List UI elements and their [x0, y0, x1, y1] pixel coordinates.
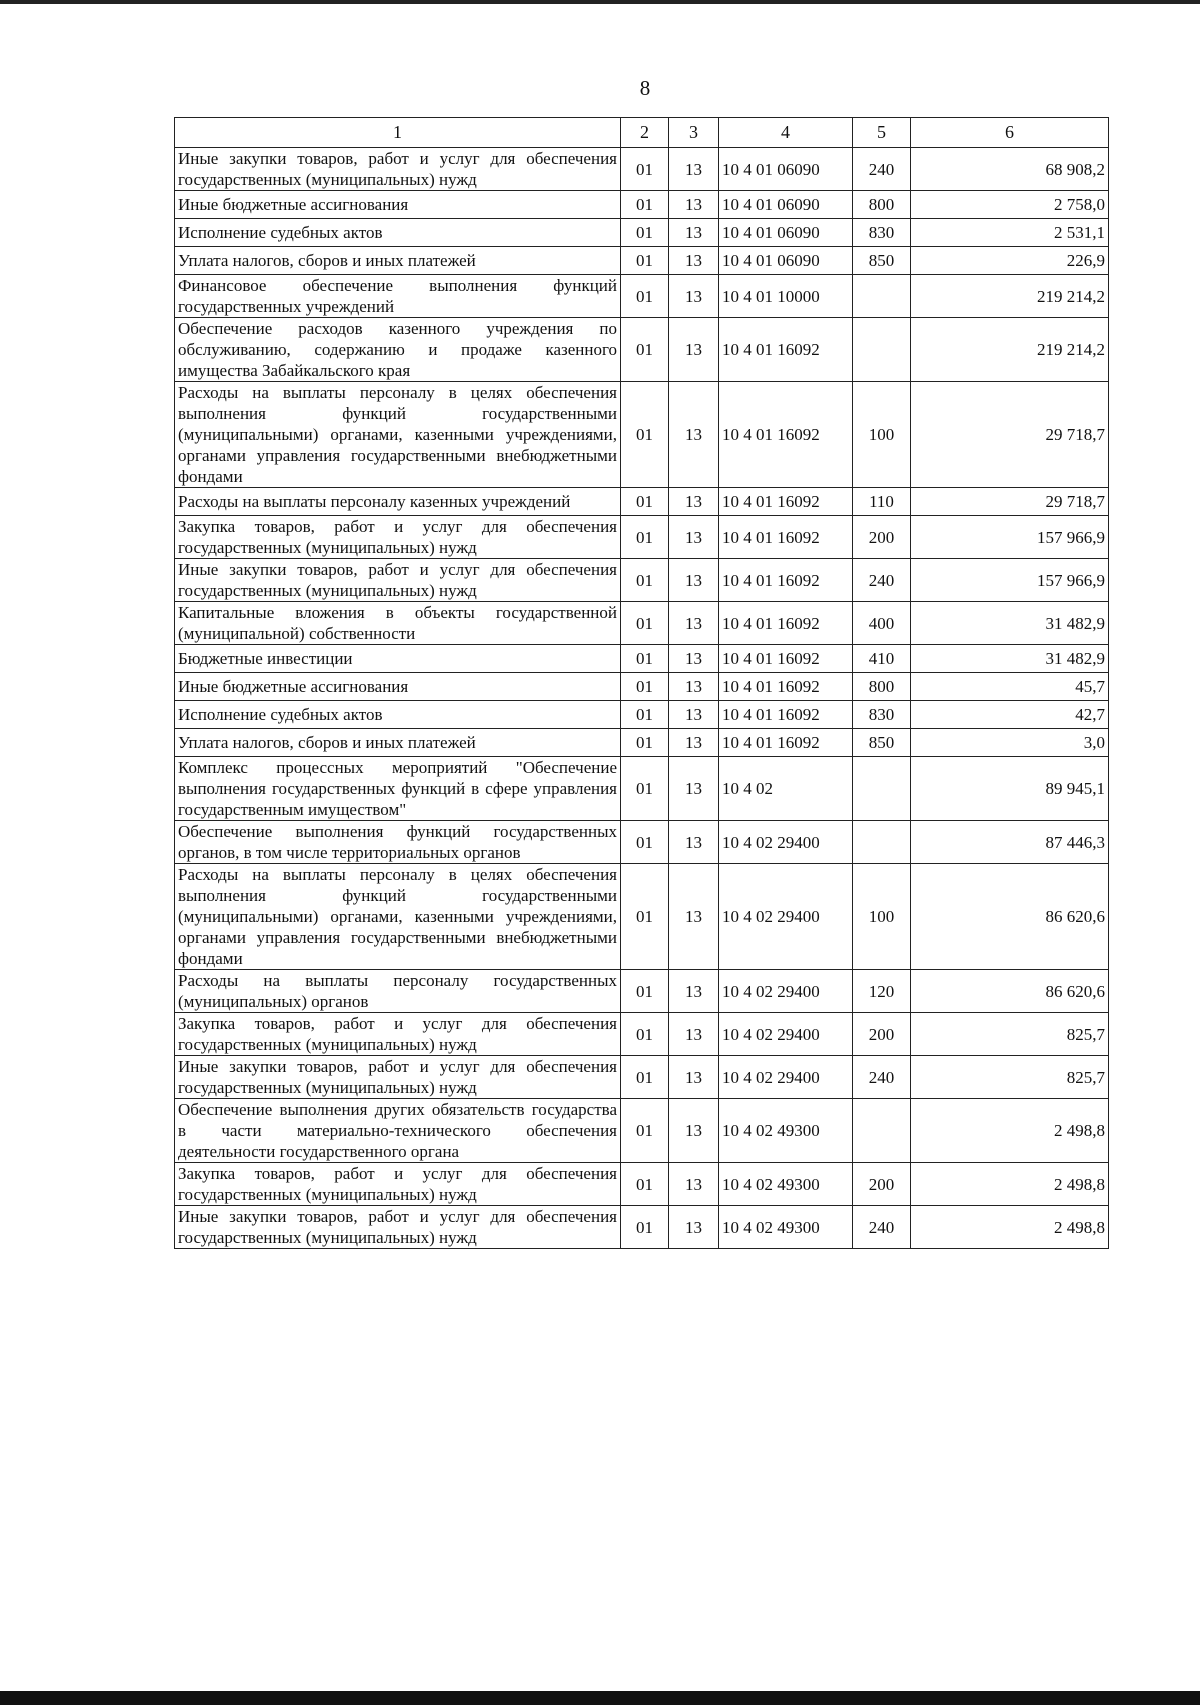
row-target-code: 10 4 02 29400	[719, 864, 853, 970]
row-target-code: 10 4 01 16092	[719, 488, 853, 516]
row-section: 01	[621, 673, 669, 701]
row-name: Иные бюджетные ассигнования	[175, 673, 621, 701]
row-expense-type: 100	[853, 382, 911, 488]
row-name: Иные закупки товаров, работ и услуг для обеспечения государственных (муниципальных) нужд	[175, 559, 621, 602]
row-name: Капитальные вложения в объекты государственной (муниципальной) собственности	[175, 602, 621, 645]
row-expense-type	[853, 275, 911, 318]
row-amount: 3,0	[911, 729, 1109, 757]
row-subsection: 13	[669, 864, 719, 970]
row-amount: 825,7	[911, 1056, 1109, 1099]
row-amount: 86 620,6	[911, 970, 1109, 1013]
row-expense-type	[853, 318, 911, 382]
row-subsection: 13	[669, 1099, 719, 1163]
row-name: Обеспечение выполнения функций государственных органов, в том числе территориальных органов	[175, 821, 621, 864]
row-name: Обеспечение выполнения других обязательств государства в части материально-технического обеспечения деятельности государственного органа	[175, 1099, 621, 1163]
row-name: Иные закупки товаров, работ и услуг для обеспечения государственных (муниципальных) нужд	[175, 1206, 621, 1249]
row-section: 01	[621, 1099, 669, 1163]
table-row	[175, 673, 1109, 701]
row-expense-type: 850	[853, 247, 911, 275]
row-target-code: 10 4 01 16092	[719, 382, 853, 488]
row-subsection: 13	[669, 970, 719, 1013]
row-amount: 29 718,7	[911, 382, 1109, 488]
row-subsection: 13	[669, 1056, 719, 1099]
row-amount: 31 482,9	[911, 645, 1109, 673]
row-amount: 29 718,7	[911, 488, 1109, 516]
row-amount: 68 908,2	[911, 148, 1109, 191]
row-subsection: 13	[669, 701, 719, 729]
page-number: 8	[639, 76, 651, 100]
row-target-code: 10 4 01 16092	[719, 729, 853, 757]
row-section: 01	[621, 701, 669, 729]
row-subsection: 13	[669, 729, 719, 757]
row-section: 01	[621, 645, 669, 673]
table-row	[175, 1056, 1109, 1099]
row-expense-type	[853, 757, 911, 821]
bottom-border-line	[0, 1691, 1200, 1705]
row-target-code: 10 4 01 10000	[719, 275, 853, 318]
row-subsection: 13	[669, 821, 719, 864]
row-section: 01	[621, 191, 669, 219]
row-subsection: 13	[669, 148, 719, 191]
table-row	[175, 970, 1109, 1013]
row-subsection: 13	[669, 275, 719, 318]
row-expense-type: 120	[853, 970, 911, 1013]
table-row	[175, 701, 1109, 729]
table-row	[175, 148, 1109, 191]
row-section: 01	[621, 1206, 669, 1249]
row-name: Закупка товаров, работ и услуг для обеспечения государственных (муниципальных) нужд	[175, 1163, 621, 1206]
table-row	[175, 219, 1109, 247]
row-name: Расходы на выплаты персоналу в целях обеспечения выполнения функций государственными (муниципальными) органами, казенными учреждениями, органами управления государственными внебюджетными фондами	[175, 382, 621, 488]
row-section: 01	[621, 488, 669, 516]
row-name: Расходы на выплаты персоналу в целях обеспечения выполнения функций государственными (муниципальными) органами, казенными учреждениями, органами управления государственными внебюджетными фондами	[175, 864, 621, 970]
row-target-code: 10 4 02 29400	[719, 970, 853, 1013]
row-subsection: 13	[669, 382, 719, 488]
row-subsection: 13	[669, 757, 719, 821]
row-name: Исполнение судебных актов	[175, 219, 621, 247]
row-expense-type: 240	[853, 559, 911, 602]
table-row	[175, 382, 1109, 488]
row-subsection: 13	[669, 602, 719, 645]
row-section: 01	[621, 1163, 669, 1206]
row-name: Закупка товаров, работ и услуг для обеспечения государственных (муниципальных) нужд	[175, 516, 621, 559]
table-row	[175, 488, 1109, 516]
header-col-6: 6	[911, 118, 1109, 148]
row-expense-type: 240	[853, 1056, 911, 1099]
row-expense-type: 410	[853, 645, 911, 673]
row-name: Иные закупки товаров, работ и услуг для обеспечения государственных (муниципальных) нужд	[175, 148, 621, 191]
row-expense-type: 800	[853, 191, 911, 219]
table-row	[175, 1099, 1109, 1163]
row-name: Расходы на выплаты персоналу казенных учреждений	[175, 488, 621, 516]
row-expense-type: 850	[853, 729, 911, 757]
row-section: 01	[621, 318, 669, 382]
row-name: Расходы на выплаты персоналу государственных (муниципальных) органов	[175, 970, 621, 1013]
table-row	[175, 1013, 1109, 1056]
row-subsection: 13	[669, 673, 719, 701]
row-target-code: 10 4 02 29400	[719, 1013, 853, 1056]
header-col-3: 3	[669, 118, 719, 148]
row-section: 01	[621, 757, 669, 821]
row-target-code: 10 4 02 49300	[719, 1163, 853, 1206]
row-subsection: 13	[669, 1013, 719, 1056]
row-name: Финансовое обеспечение выполнения функций государственных учреждений	[175, 275, 621, 318]
row-amount: 45,7	[911, 673, 1109, 701]
row-amount: 2 498,8	[911, 1163, 1109, 1206]
budget-table	[174, 117, 1109, 1249]
row-target-code: 10 4 01 16092	[719, 673, 853, 701]
table-row	[175, 1206, 1109, 1249]
row-expense-type: 400	[853, 602, 911, 645]
row-amount: 42,7	[911, 701, 1109, 729]
row-expense-type: 200	[853, 516, 911, 559]
row-expense-type: 200	[853, 1163, 911, 1206]
row-name: Бюджетные инвестиции	[175, 645, 621, 673]
row-expense-type: 200	[853, 1013, 911, 1056]
row-subsection: 13	[669, 191, 719, 219]
row-subsection: 13	[669, 488, 719, 516]
row-amount: 2 498,8	[911, 1099, 1109, 1163]
header-col-4: 4	[719, 118, 853, 148]
row-amount: 31 482,9	[911, 602, 1109, 645]
row-expense-type: 240	[853, 1206, 911, 1249]
row-target-code: 10 4 01 16092	[719, 645, 853, 673]
row-amount: 226,9	[911, 247, 1109, 275]
table-row	[175, 275, 1109, 318]
row-amount: 89 945,1	[911, 757, 1109, 821]
row-expense-type: 800	[853, 673, 911, 701]
row-target-code: 10 4 02 29400	[719, 821, 853, 864]
row-target-code: 10 4 01 16092	[719, 318, 853, 382]
row-subsection: 13	[669, 645, 719, 673]
row-subsection: 13	[669, 516, 719, 559]
row-target-code: 10 4 01 16092	[719, 516, 853, 559]
row-section: 01	[621, 382, 669, 488]
row-amount: 157 966,9	[911, 559, 1109, 602]
row-section: 01	[621, 559, 669, 602]
table-row	[175, 247, 1109, 275]
row-subsection: 13	[669, 247, 719, 275]
row-expense-type: 830	[853, 219, 911, 247]
table-row	[175, 729, 1109, 757]
row-target-code: 10 4 02 49300	[719, 1206, 853, 1249]
row-name: Закупка товаров, работ и услуг для обеспечения государственных (муниципальных) нужд	[175, 1013, 621, 1056]
row-target-code: 10 4 01 16092	[719, 701, 853, 729]
row-section: 01	[621, 247, 669, 275]
table-row	[175, 516, 1109, 559]
row-name: Иные бюджетные ассигнования	[175, 191, 621, 219]
row-expense-type: 110	[853, 488, 911, 516]
row-subsection: 13	[669, 1163, 719, 1206]
row-amount: 825,7	[911, 1013, 1109, 1056]
row-expense-type: 830	[853, 701, 911, 729]
header-col-2: 2	[621, 118, 669, 148]
row-section: 01	[621, 821, 669, 864]
table-row	[175, 602, 1109, 645]
row-section: 01	[621, 516, 669, 559]
table-row	[175, 645, 1109, 673]
row-target-code: 10 4 02 29400	[719, 1056, 853, 1099]
table-row	[175, 1163, 1109, 1206]
row-amount: 87 446,3	[911, 821, 1109, 864]
row-section: 01	[621, 148, 669, 191]
row-section: 01	[621, 729, 669, 757]
row-section: 01	[621, 1013, 669, 1056]
row-target-code: 10 4 01 06090	[719, 148, 853, 191]
row-name: Иные закупки товаров, работ и услуг для обеспечения государственных (муниципальных) нужд	[175, 1056, 621, 1099]
row-target-code: 10 4 01 16092	[719, 559, 853, 602]
row-amount: 219 214,2	[911, 275, 1109, 318]
row-name: Исполнение судебных актов	[175, 701, 621, 729]
table-row	[175, 191, 1109, 219]
row-amount: 157 966,9	[911, 516, 1109, 559]
table-row	[175, 318, 1109, 382]
row-target-code: 10 4 02 49300	[719, 1099, 853, 1163]
top-border-line	[0, 0, 1200, 4]
row-expense-type	[853, 1099, 911, 1163]
row-name: Обеспечение расходов казенного учреждения по обслуживанию, содержанию и продаже казенного имущества Забайкальского края	[175, 318, 621, 382]
table-row	[175, 757, 1109, 821]
row-amount: 2 531,1	[911, 219, 1109, 247]
row-amount: 2 498,8	[911, 1206, 1109, 1249]
row-target-code: 10 4 01 06090	[719, 191, 853, 219]
row-name: Комплекс процессных мероприятий "Обеспечение выполнения государственных функций в сфере управления государственным имуществом"	[175, 757, 621, 821]
row-amount: 219 214,2	[911, 318, 1109, 382]
row-subsection: 13	[669, 559, 719, 602]
row-section: 01	[621, 275, 669, 318]
header-row	[175, 118, 1109, 148]
table-row	[175, 864, 1109, 970]
row-target-code: 10 4 01 06090	[719, 219, 853, 247]
row-section: 01	[621, 219, 669, 247]
header-col-1: 1	[175, 118, 621, 148]
row-section: 01	[621, 1056, 669, 1099]
row-amount: 2 758,0	[911, 191, 1109, 219]
row-subsection: 13	[669, 219, 719, 247]
row-section: 01	[621, 602, 669, 645]
row-amount: 86 620,6	[911, 864, 1109, 970]
row-name: Уплата налогов, сборов и иных платежей	[175, 247, 621, 275]
header-col-5: 5	[853, 118, 911, 148]
row-target-code: 10 4 02	[719, 757, 853, 821]
row-subsection: 13	[669, 318, 719, 382]
table-row	[175, 559, 1109, 602]
table-row	[175, 821, 1109, 864]
row-name: Уплата налогов, сборов и иных платежей	[175, 729, 621, 757]
row-expense-type: 100	[853, 864, 911, 970]
row-target-code: 10 4 01 16092	[719, 602, 853, 645]
row-section: 01	[621, 864, 669, 970]
row-expense-type	[853, 821, 911, 864]
row-expense-type: 240	[853, 148, 911, 191]
row-target-code: 10 4 01 06090	[719, 247, 853, 275]
row-subsection: 13	[669, 1206, 719, 1249]
row-section: 01	[621, 970, 669, 1013]
